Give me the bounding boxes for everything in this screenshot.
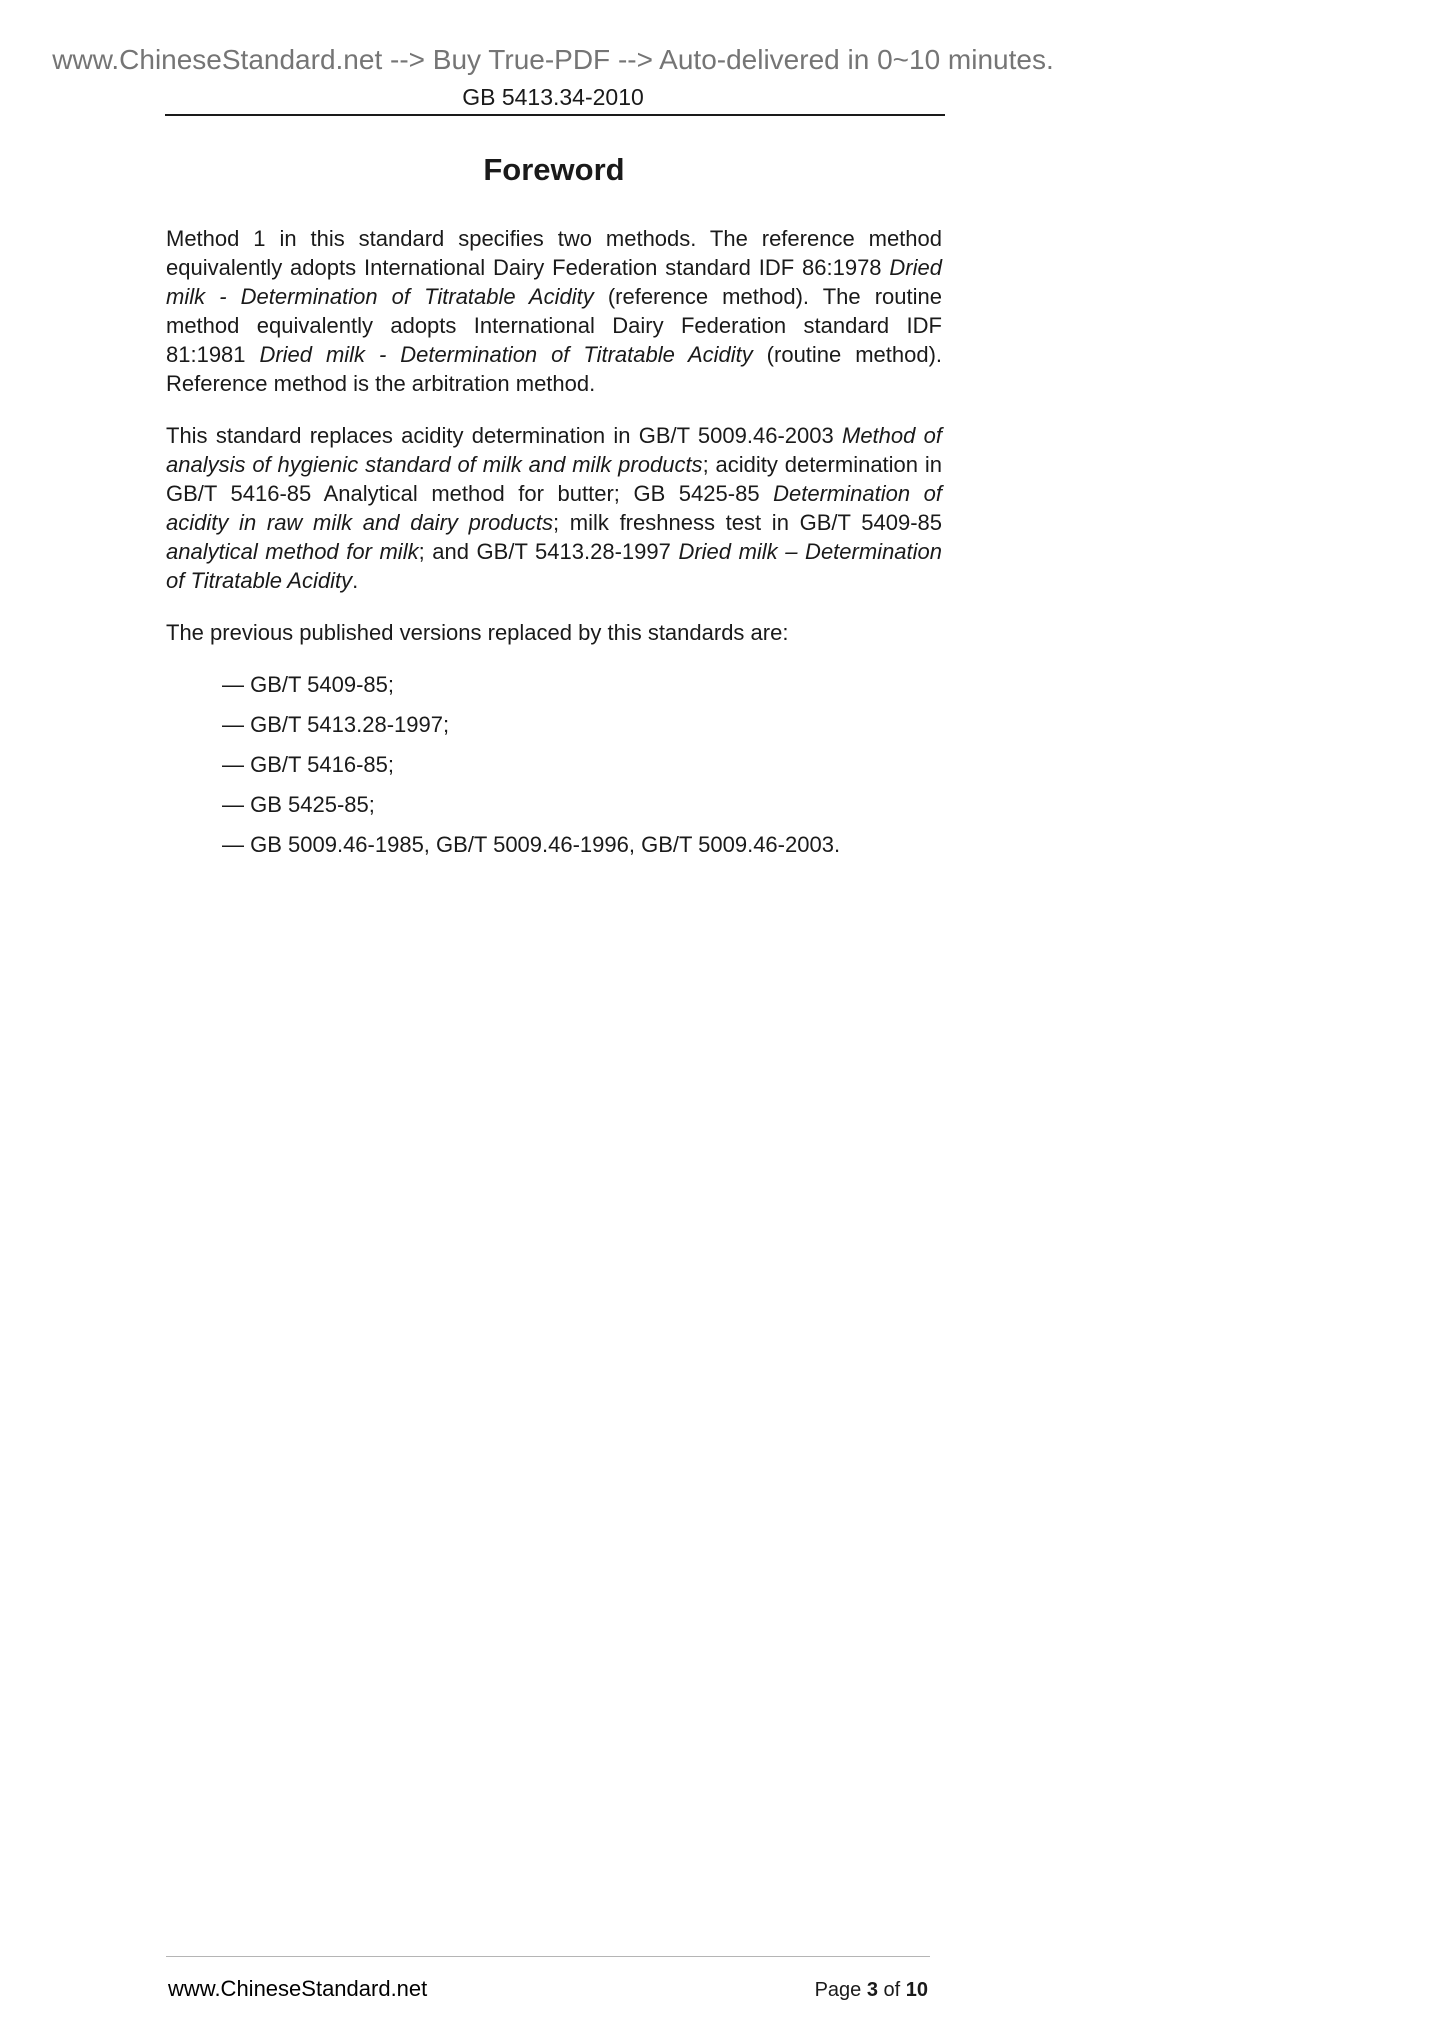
paragraph-3 bbox=[166, 618, 942, 647]
list-item: — GB/T 5413.28-1997; bbox=[222, 712, 450, 737]
list-item: — GB 5009.46-1985, GB/T 5009.46-1996, GB/T 5009.46-2003. bbox=[222, 832, 841, 857]
list-item: — GB/T 5409-85; bbox=[222, 672, 395, 697]
text-run: Dried milk - Determination of Titratable Acidity bbox=[166, 255, 942, 309]
versions-list bbox=[166, 670, 942, 859]
text-run: Dried milk – Determination of Titratable Acidity bbox=[166, 539, 943, 593]
list-item: — GB 5425-85; bbox=[222, 792, 375, 817]
footer-rule bbox=[166, 1956, 930, 1957]
text-run: Method of analysis of hygienic standard of milk and milk products bbox=[166, 423, 942, 477]
text-run: . bbox=[352, 568, 359, 593]
page-number bbox=[166, 1979, 928, 2002]
header-rule bbox=[165, 114, 945, 116]
paragraph-1 bbox=[166, 224, 942, 398]
page-title: Foreword bbox=[483, 152, 625, 187]
text-run: (routine method). Reference method is the arbitration method. bbox=[166, 342, 943, 396]
text-run: ; milk freshness test in GB/T 5409-85 bbox=[552, 510, 942, 535]
text-run: 3 bbox=[866, 1979, 878, 2001]
document-body bbox=[166, 224, 942, 870]
footer-link[interactable]: www.ChineseStandard.net bbox=[168, 1976, 428, 2001]
text-run: ; and GB/T 5413.28-1997 bbox=[418, 539, 679, 564]
header-promo: www.ChineseStandard.net --> Buy True-PDF --> Auto-delivered in 0~10 minutes. bbox=[52, 44, 1054, 75]
text-run: analytical method for milk bbox=[166, 539, 419, 564]
text-run: Determination of acidity in raw milk and dairy products bbox=[166, 481, 942, 535]
text-run: Page bbox=[814, 1979, 867, 2001]
text-run: 10 bbox=[905, 1979, 928, 2001]
text-run: Method 1 in this standard specifies two methods. The reference method equivalently adopts International Dairy Federation standard IDF 86:1978 bbox=[166, 226, 942, 280]
text-run: Dried milk - Determination of Titratable Acidity bbox=[259, 342, 753, 367]
text-run: The previous published versions replaced by this standards are: bbox=[166, 620, 789, 645]
text-run: This standard replaces acidity determination in GB/T 5009.46-2003 bbox=[166, 423, 842, 448]
text-run: ; acidity determination in GB/T 5416-85 Analytical method for butter; GB 5425-85 bbox=[166, 452, 942, 506]
text-run: (reference method). The routine method equivalently adopts International Dairy Federation standard IDF 81:1981 bbox=[166, 284, 942, 367]
paragraph-2 bbox=[166, 421, 942, 595]
doc-number: GB 5413.34-2010 bbox=[462, 84, 644, 110]
list-item: — GB/T 5416-85; bbox=[222, 752, 395, 777]
text-run: of bbox=[877, 1979, 906, 2001]
